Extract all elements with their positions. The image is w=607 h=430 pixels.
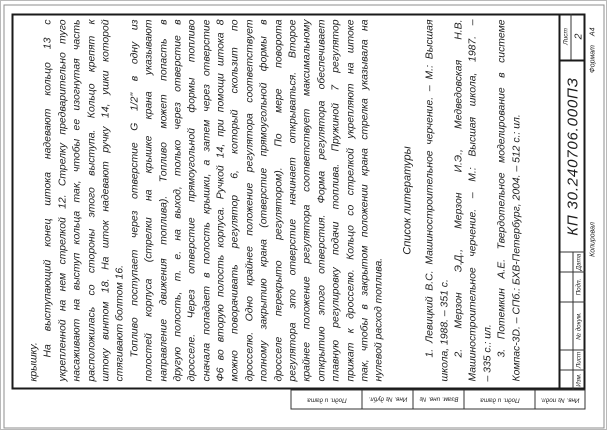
text-line: На выступающий конец штока надевают кольцо 13 с (42, 19, 54, 358)
revision-column (561, 302, 586, 350)
text-line: так, чтобы в закрытом положении крана стрелка указывала на (359, 19, 371, 382)
text-line: укрепленной на нем стрелкой 12. Стрелку предварительно туго (57, 19, 69, 382)
body-text (28, 20, 525, 382)
text-line: направление движения топлива). Топливо может попасть в (158, 19, 170, 382)
text-line: 3. Потемкин А.Е. Твердотельное моделирование в системе (496, 19, 508, 358)
text-line: – 335 с.: ил. (482, 324, 494, 382)
revision-column (561, 252, 586, 272)
text-line: Ф6 во вторую полость корпуса. Ручкой 14, при помощи штока 8 (215, 19, 227, 382)
revision-label: № докум. (573, 303, 586, 350)
text-line: 1. Левицкий В.С. Машиностроительное черчение. – М.: Высшая (424, 19, 436, 358)
text-line: можно поворачивать регулятор 6, который скользит по (229, 19, 241, 382)
revision-column (561, 272, 586, 302)
text-line: стягивают болтом 16. (114, 264, 126, 382)
text-line: 2. Мерзон Э.Д., Мерзон И.Э., Медведовская Н.В. (453, 19, 465, 358)
text-line: дросселю. Одно крайнее положение регулятора соответствует (244, 19, 256, 382)
revision-column (561, 370, 586, 390)
text-line: открытию этого отверстия. Форма регулятора обеспечивает (316, 19, 328, 382)
section-heading: Список литературы (401, 146, 414, 255)
revision-table (561, 252, 586, 390)
text-line: полостей корпуса (стрелки на крышке крана указывают (143, 19, 155, 382)
revision-label: Дата (573, 253, 586, 272)
text-line: крайнее положение регулятора соответствует максимальному (301, 19, 313, 382)
margin-stamp-cell (413, 390, 464, 410)
designation-cell (561, 60, 586, 252)
margin-stamp-label: Инв. № подл. (540, 395, 580, 403)
document-designation: КП 30.240706.000ПЗ (564, 77, 582, 236)
margin-stamp-label: Подп. и дата (306, 395, 347, 403)
text-line: другую полость, т. е. на выход, только через отверстие в (172, 19, 184, 382)
text-line: дросселе. Через отверстие прямоугольной формы топливо (186, 19, 198, 382)
text-line: дросселе перекрыто регулятором). По мере поворота (273, 19, 285, 382)
portrait-page (1, 2, 607, 430)
text-line: школа, 1988. – 351 с. (439, 279, 451, 382)
text-line: сначала попадает в полость крышки, а затем через отверстие (201, 19, 213, 382)
text-line: полному закрытию крана (отверстие прямоугольной формы в (258, 19, 270, 382)
title-block (559, 14, 586, 390)
margin-stamp-label: Взам. инв. № (419, 395, 458, 403)
revision-label: Подп. (573, 273, 586, 302)
text-line: Топливо поступает через отверстие G 1/2" в одну из (129, 19, 141, 358)
margin-stamp-label: Подп. и дата (479, 395, 520, 403)
margin-stamp-cell (291, 390, 362, 410)
text-line: прижат к дросселю. Кольцо со стрелкой укрепляют на штоке (345, 19, 357, 382)
margin-stamp-cell (362, 390, 413, 410)
text-line: крышку. (28, 342, 40, 382)
text-line: расположилась со стороны этого выступа. Кольцо крепят к (86, 19, 98, 382)
margin-stamp-label: Инв. № дубл. (368, 395, 407, 403)
text-line: насаживают на выступ кольца так, чтобы ее изогнутая часть (71, 19, 83, 382)
margin-stamps (291, 390, 586, 410)
sheet-label: Лист (561, 14, 572, 60)
sheet-number-cell (561, 14, 586, 60)
text-line: плавную регулировку подачи топлива. Пружиной 7 регулятор (330, 19, 342, 382)
footer-copied: Копировал (589, 222, 597, 257)
margin-stamp-cell (535, 390, 586, 410)
margin-stamp-cell (464, 390, 535, 410)
sheet-number: 2 (572, 33, 585, 40)
revision-label: Изм. (573, 371, 586, 390)
text-line: регулятора это отверстие начинает открываться. Второе (287, 19, 299, 382)
text-line: штоку винтом 18. На шток надевают ручку 14, ушки которой (100, 19, 112, 382)
text-line: Компас-3D. – СПб.: БХВ-Петербург, 2004. – 512 с.: ил. (511, 114, 522, 382)
revision-label: Лист (573, 351, 586, 370)
text-line: Машиностроительное черчение. – М.: Высшая школа, 1987. – (467, 19, 479, 382)
footer-format: Формат А4 (589, 27, 597, 73)
revision-column (561, 350, 586, 370)
text-line: нулевой расход топлива. (373, 257, 385, 382)
